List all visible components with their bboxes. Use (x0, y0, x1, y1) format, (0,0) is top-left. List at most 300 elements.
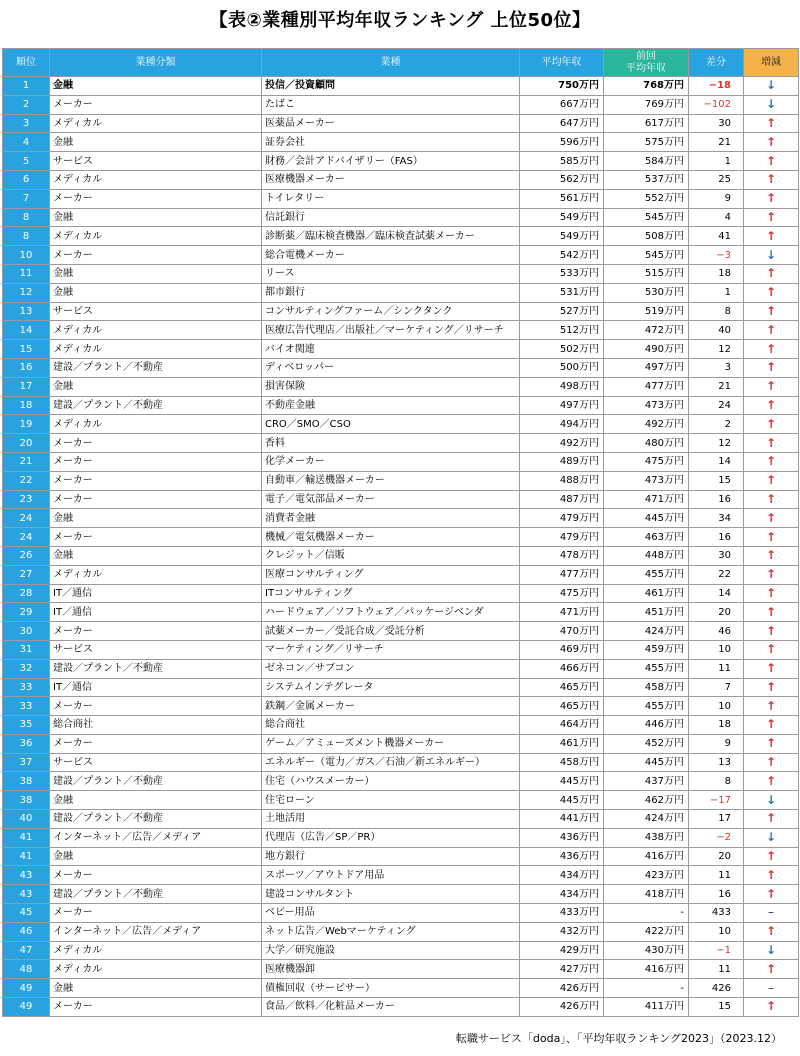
previous-salary-cell: 497万円 (604, 358, 689, 377)
difference-cell: 7 (689, 678, 744, 697)
category-cell: 建設／プラント／不動産 (50, 358, 262, 377)
trend-cell (744, 434, 799, 453)
category-cell: メディカル (50, 941, 262, 960)
rank-cell: 1 (3, 77, 50, 96)
previous-salary-cell: 462万円 (604, 791, 689, 810)
table-row (3, 77, 799, 96)
arrow-up-icon: ↑ (765, 322, 777, 337)
table-row (3, 716, 799, 735)
industry-cell: 代理店（広告／SP／PR） (262, 828, 520, 847)
difference-cell: 30 (689, 114, 744, 133)
table-row (3, 546, 799, 565)
difference-cell: −17 (689, 791, 744, 810)
difference-cell: 30 (689, 546, 744, 565)
average-salary-cell: 471万円 (520, 603, 604, 622)
category-cell: メディカル (50, 227, 262, 246)
industry-cell: 損害保険 (262, 377, 520, 396)
category-cell: サービス (50, 302, 262, 321)
previous-salary-cell: 508万円 (604, 227, 689, 246)
average-salary-cell: 469万円 (520, 640, 604, 659)
difference-cell: 11 (689, 659, 744, 678)
average-salary-cell: 596万円 (520, 133, 604, 152)
difference-cell: 16 (689, 528, 744, 547)
rank-cell: 21 (3, 452, 50, 471)
table-row (3, 847, 799, 866)
industry-cell: 大学／研究施設 (262, 941, 520, 960)
arrow-up-icon: ↑ (765, 266, 777, 281)
industry-cell: トイレタリー (262, 189, 520, 208)
previous-salary-cell: 537万円 (604, 170, 689, 189)
trend-cell (744, 960, 799, 979)
industry-cell: 財務／会計アドバイザリー（FAS） (262, 152, 520, 171)
rank-cell: 13 (3, 302, 50, 321)
arrow-up-icon: ↑ (765, 567, 777, 582)
trend-cell (744, 828, 799, 847)
trend-cell (744, 340, 799, 359)
category-cell: 金融 (50, 509, 262, 528)
category-cell: 金融 (50, 546, 262, 565)
difference-cell: 24 (689, 396, 744, 415)
industry-cell: ディベロッパー (262, 358, 520, 377)
arrow-up-icon: ↑ (765, 454, 777, 469)
average-salary-cell: 549万円 (520, 227, 604, 246)
difference-cell: 13 (689, 753, 744, 772)
trend-cell (744, 772, 799, 791)
difference-cell: 15 (689, 471, 744, 490)
table-row (3, 998, 799, 1017)
table-row (3, 603, 799, 622)
trend-cell (744, 227, 799, 246)
arrow-up-icon: ↑ (765, 867, 777, 882)
arrow-up-icon: ↑ (765, 285, 777, 300)
trend-cell (744, 791, 799, 810)
industry-cell: システムインテグレータ (262, 678, 520, 697)
trend-cell (744, 95, 799, 114)
industry-cell: リース (262, 264, 520, 283)
category-cell: 金融 (50, 847, 262, 866)
table-row (3, 640, 799, 659)
table-row (3, 189, 799, 208)
category-cell: メーカー (50, 998, 262, 1017)
average-salary-cell: 533万円 (520, 264, 604, 283)
category-cell: 建設／プラント／不動産 (50, 396, 262, 415)
trend-cell (744, 452, 799, 471)
industry-cell: 投信／投資顧問 (262, 77, 520, 96)
difference-cell: 14 (689, 452, 744, 471)
rank-cell: 5 (3, 152, 50, 171)
header-category: 業種分類 (50, 49, 262, 77)
rank-cell: 8 (3, 227, 50, 246)
industry-cell: 債権回収（サービサー） (262, 979, 520, 998)
difference-cell: −102 (689, 95, 744, 114)
rank-cell: 26 (3, 546, 50, 565)
category-cell: メーカー (50, 734, 262, 753)
arrow-up-icon: ↑ (765, 755, 777, 770)
previous-salary-cell: 445万円 (604, 509, 689, 528)
table-row (3, 283, 799, 302)
arrow-up-icon: ↑ (765, 172, 777, 187)
table-row (3, 264, 799, 283)
category-cell: 建設／プラント／不動産 (50, 772, 262, 791)
table-row (3, 95, 799, 114)
previous-salary-cell: 473万円 (604, 396, 689, 415)
difference-cell: 16 (689, 490, 744, 509)
rank-cell: 38 (3, 772, 50, 791)
industry-cell: 地方銀行 (262, 847, 520, 866)
rank-cell: 18 (3, 396, 50, 415)
average-salary-cell: 489万円 (520, 452, 604, 471)
previous-salary-cell: 473万円 (604, 471, 689, 490)
industry-cell: 自動車／輸送機器メーカー (262, 471, 520, 490)
arrow-up-icon: ↑ (765, 115, 777, 130)
average-salary-cell: 497万円 (520, 396, 604, 415)
category-cell: サービス (50, 640, 262, 659)
industry-cell: 診断薬／臨床検査機器／臨床検査試薬メーカー (262, 227, 520, 246)
average-salary-cell: 434万円 (520, 866, 604, 885)
industry-cell: ネット広告／Webマーケティング (262, 922, 520, 941)
category-cell: メディカル (50, 960, 262, 979)
trend-cell (744, 377, 799, 396)
arrow-up-icon: ↑ (765, 961, 777, 976)
arrow-down-icon: ↓ (765, 247, 777, 262)
category-cell: メディカル (50, 565, 262, 584)
arrow-up-icon: ↑ (765, 303, 777, 318)
average-salary-cell: 466万円 (520, 659, 604, 678)
industry-cell: ハードウェア／ソフトウェア／パッケージベンダ (262, 603, 520, 622)
trend-cell (744, 283, 799, 302)
trend-cell (744, 170, 799, 189)
rank-cell: 28 (3, 584, 50, 603)
difference-cell: 40 (689, 321, 744, 340)
header-average-salary: 平均年収 (520, 49, 604, 77)
rank-cell: 20 (3, 434, 50, 453)
difference-cell: −1 (689, 941, 744, 960)
rank-cell: 10 (3, 246, 50, 265)
difference-cell: 34 (689, 509, 744, 528)
category-cell: メーカー (50, 697, 262, 716)
category-cell: メディカル (50, 114, 262, 133)
table-row (3, 565, 799, 584)
table-row (3, 528, 799, 547)
industry-cell: ITコンサルティング (262, 584, 520, 603)
average-salary-cell: 498万円 (520, 377, 604, 396)
arrow-up-icon: ↑ (765, 510, 777, 525)
trend-cell (744, 678, 799, 697)
header-industry: 業種 (262, 49, 520, 77)
previous-salary-cell: 458万円 (604, 678, 689, 697)
table-row (3, 828, 799, 847)
difference-cell: −3 (689, 246, 744, 265)
previous-salary-cell: 424万円 (604, 622, 689, 641)
industry-cell: ゼネコン／サブコン (262, 659, 520, 678)
trend-cell (744, 415, 799, 434)
rank-cell: 23 (3, 490, 50, 509)
rank-cell: 22 (3, 471, 50, 490)
header-previous-line1: 前回 (636, 50, 656, 62)
industry-cell: バイオ関連 (262, 340, 520, 359)
previous-salary-cell: 480万円 (604, 434, 689, 453)
arrow-up-icon: ↑ (765, 642, 777, 657)
trend-cell (744, 904, 799, 923)
trend-cell (744, 810, 799, 829)
difference-cell: 4 (689, 208, 744, 227)
average-salary-cell: 750万円 (520, 77, 604, 96)
arrow-up-icon: ↑ (765, 604, 777, 619)
difference-cell: −2 (689, 828, 744, 847)
average-salary-cell: 502万円 (520, 340, 604, 359)
previous-salary-cell: 471万円 (604, 490, 689, 509)
previous-salary-cell: 455万円 (604, 697, 689, 716)
industry-cell: 香料 (262, 434, 520, 453)
category-cell: サービス (50, 753, 262, 772)
previous-salary-cell: 459万円 (604, 640, 689, 659)
industry-cell: 医療広告代理店／出版社／マーケティング／リサーチ (262, 321, 520, 340)
category-cell: メディカル (50, 415, 262, 434)
category-cell: サービス (50, 152, 262, 171)
rank-cell: 49 (3, 979, 50, 998)
average-salary-cell: 488万円 (520, 471, 604, 490)
table-row (3, 170, 799, 189)
table-row (3, 584, 799, 603)
industry-cell: 信託銀行 (262, 208, 520, 227)
category-cell: メディカル (50, 340, 262, 359)
arrow-up-icon: ↑ (765, 416, 777, 431)
rank-cell: 47 (3, 941, 50, 960)
previous-salary-cell: 452万円 (604, 734, 689, 753)
trend-cell (744, 208, 799, 227)
previous-salary-cell: 530万円 (604, 283, 689, 302)
difference-cell: 8 (689, 302, 744, 321)
difference-cell: 12 (689, 434, 744, 453)
previous-salary-cell: 451万円 (604, 603, 689, 622)
average-salary-cell: 647万円 (520, 114, 604, 133)
rank-cell: 19 (3, 415, 50, 434)
table-row (3, 922, 799, 941)
category-cell: メーカー (50, 904, 262, 923)
category-cell: メーカー (50, 95, 262, 114)
rank-cell: 12 (3, 283, 50, 302)
table-row (3, 791, 799, 810)
category-cell: メーカー (50, 528, 262, 547)
category-cell: インターネット／広告／メディア (50, 828, 262, 847)
category-cell: インターネット／広告／メディア (50, 922, 262, 941)
arrow-up-icon: ↑ (765, 548, 777, 563)
difference-cell: 18 (689, 716, 744, 735)
category-cell: メーカー (50, 246, 262, 265)
average-salary-cell: 427万円 (520, 960, 604, 979)
arrow-down-icon: ↓ (765, 943, 777, 958)
arrow-up-icon: ↑ (765, 209, 777, 224)
difference-cell: 11 (689, 960, 744, 979)
trend-cell (744, 941, 799, 960)
category-cell: 総合商社 (50, 716, 262, 735)
previous-salary-cell: 545万円 (604, 208, 689, 227)
arrow-down-icon: ↓ (765, 792, 777, 807)
rank-cell: 43 (3, 866, 50, 885)
average-salary-cell: 478万円 (520, 546, 604, 565)
category-cell: IT／通信 (50, 584, 262, 603)
category-cell: 金融 (50, 979, 262, 998)
rank-cell: 49 (3, 998, 50, 1017)
table-row (3, 659, 799, 678)
industry-cell: 住宅ローン (262, 791, 520, 810)
category-cell: 金融 (50, 283, 262, 302)
rank-cell: 48 (3, 960, 50, 979)
rank-cell: 35 (3, 716, 50, 735)
rank-cell: 7 (3, 189, 50, 208)
previous-salary-cell: 411万円 (604, 998, 689, 1017)
trend-cell (744, 528, 799, 547)
header-change: 増減 (744, 49, 799, 77)
average-salary-cell: 434万円 (520, 885, 604, 904)
table-row (3, 753, 799, 772)
average-salary-cell: 465万円 (520, 678, 604, 697)
arrow-up-icon: ↑ (765, 811, 777, 826)
rank-cell: 6 (3, 170, 50, 189)
average-salary-cell: 561万円 (520, 189, 604, 208)
category-cell: メディカル (50, 321, 262, 340)
table-row (3, 772, 799, 791)
source-note: 転職サービス「doda」、「平均年収ランキング2023」（2023.12） (455, 1032, 782, 1045)
trend-cell (744, 133, 799, 152)
trend-cell (744, 302, 799, 321)
previous-salary-cell: 575万円 (604, 133, 689, 152)
category-cell: IT／通信 (50, 678, 262, 697)
trend-cell (744, 358, 799, 377)
average-salary-cell: 527万円 (520, 302, 604, 321)
previous-salary-cell: 438万円 (604, 828, 689, 847)
industry-cell: スポーツ／アウトドア用品 (262, 866, 520, 885)
arrow-up-icon: ↑ (765, 435, 777, 450)
previous-salary-cell: 552万円 (604, 189, 689, 208)
industry-cell: 都市銀行 (262, 283, 520, 302)
rank-cell: 27 (3, 565, 50, 584)
average-salary-cell: 464万円 (520, 716, 604, 735)
trend-cell (744, 509, 799, 528)
industry-cell: ベビー用品 (262, 904, 520, 923)
difference-cell: 20 (689, 603, 744, 622)
difference-cell: 9 (689, 734, 744, 753)
arrow-up-icon: ↑ (765, 698, 777, 713)
dash-icon: – (768, 980, 774, 995)
rank-cell: 11 (3, 264, 50, 283)
category-cell: メーカー (50, 452, 262, 471)
rank-cell: 41 (3, 847, 50, 866)
industry-cell: 医療コンサルティング (262, 565, 520, 584)
previous-salary-cell: 446万円 (604, 716, 689, 735)
trend-cell (744, 716, 799, 735)
industry-cell: 機械／電気機器メーカー (262, 528, 520, 547)
average-salary-cell: 492万円 (520, 434, 604, 453)
difference-cell: 10 (689, 697, 744, 716)
rank-cell: 31 (3, 640, 50, 659)
trend-cell (744, 584, 799, 603)
table-row (3, 152, 799, 171)
arrow-up-icon: ↑ (765, 736, 777, 751)
difference-cell: 1 (689, 152, 744, 171)
industry-cell: 食品／飲料／化粧品メーカー (262, 998, 520, 1017)
previous-salary-cell: 455万円 (604, 565, 689, 584)
industry-cell: 試薬メーカー／受託合成／受託分析 (262, 622, 520, 641)
trend-cell (744, 753, 799, 772)
industry-cell: 建設コンサルタント (262, 885, 520, 904)
difference-cell: −18 (689, 77, 744, 96)
category-cell: 金融 (50, 377, 262, 396)
category-cell: 建設／プラント／不動産 (50, 885, 262, 904)
previous-salary-cell: 430万円 (604, 941, 689, 960)
industry-cell: たばこ (262, 95, 520, 114)
table-row (3, 321, 799, 340)
average-salary-cell: 479万円 (520, 509, 604, 528)
difference-cell: 21 (689, 377, 744, 396)
arrow-up-icon: ↑ (765, 153, 777, 168)
industry-cell: 電子／電気部品メーカー (262, 490, 520, 509)
previous-salary-cell: 445万円 (604, 753, 689, 772)
trend-cell (744, 189, 799, 208)
difference-cell: 9 (689, 189, 744, 208)
rank-cell: 36 (3, 734, 50, 753)
average-salary-cell: 475万円 (520, 584, 604, 603)
average-salary-cell: 436万円 (520, 828, 604, 847)
average-salary-cell: 426万円 (520, 998, 604, 1017)
previous-salary-cell: 769万円 (604, 95, 689, 114)
previous-salary-cell: 519万円 (604, 302, 689, 321)
table-row (3, 340, 799, 359)
trend-cell (744, 885, 799, 904)
table-row (3, 960, 799, 979)
category-cell: メーカー (50, 189, 262, 208)
category-cell: 金融 (50, 791, 262, 810)
arrow-up-icon: ↑ (765, 999, 777, 1014)
arrow-up-icon: ↑ (765, 529, 777, 544)
difference-cell: 20 (689, 847, 744, 866)
table-row (3, 904, 799, 923)
previous-salary-cell: 416万円 (604, 960, 689, 979)
table-row (3, 979, 799, 998)
difference-cell: 18 (689, 264, 744, 283)
average-salary-cell: 542万円 (520, 246, 604, 265)
arrow-up-icon: ↑ (765, 397, 777, 412)
previous-salary-cell: 422万円 (604, 922, 689, 941)
table-row (3, 941, 799, 960)
trend-cell (744, 866, 799, 885)
category-cell: 金融 (50, 264, 262, 283)
rank-cell: 4 (3, 133, 50, 152)
average-salary-cell: 487万円 (520, 490, 604, 509)
industry-cell: エネルギー（電力／ガス／石油／新エネルギー） (262, 753, 520, 772)
previous-salary-cell: - (604, 979, 689, 998)
previous-salary-cell: 461万円 (604, 584, 689, 603)
average-salary-cell: 585万円 (520, 152, 604, 171)
difference-cell: 41 (689, 227, 744, 246)
rank-cell: 24 (3, 528, 50, 547)
trend-cell (744, 734, 799, 753)
industry-cell: 住宅（ハウスメーカー） (262, 772, 520, 791)
average-salary-cell: 500万円 (520, 358, 604, 377)
previous-salary-cell: 475万円 (604, 452, 689, 471)
industry-cell: ゲーム／アミューズメント機器メーカー (262, 734, 520, 753)
arrow-up-icon: ↑ (765, 360, 777, 375)
difference-cell: 17 (689, 810, 744, 829)
table-row (3, 208, 799, 227)
table-row (3, 227, 799, 246)
industry-cell: 医薬品メーカー (262, 114, 520, 133)
average-salary-cell: 512万円 (520, 321, 604, 340)
arrow-up-icon: ↑ (765, 849, 777, 864)
header-difference: 差分 (689, 49, 744, 77)
average-salary-cell: 470万円 (520, 622, 604, 641)
average-salary-cell: 549万円 (520, 208, 604, 227)
